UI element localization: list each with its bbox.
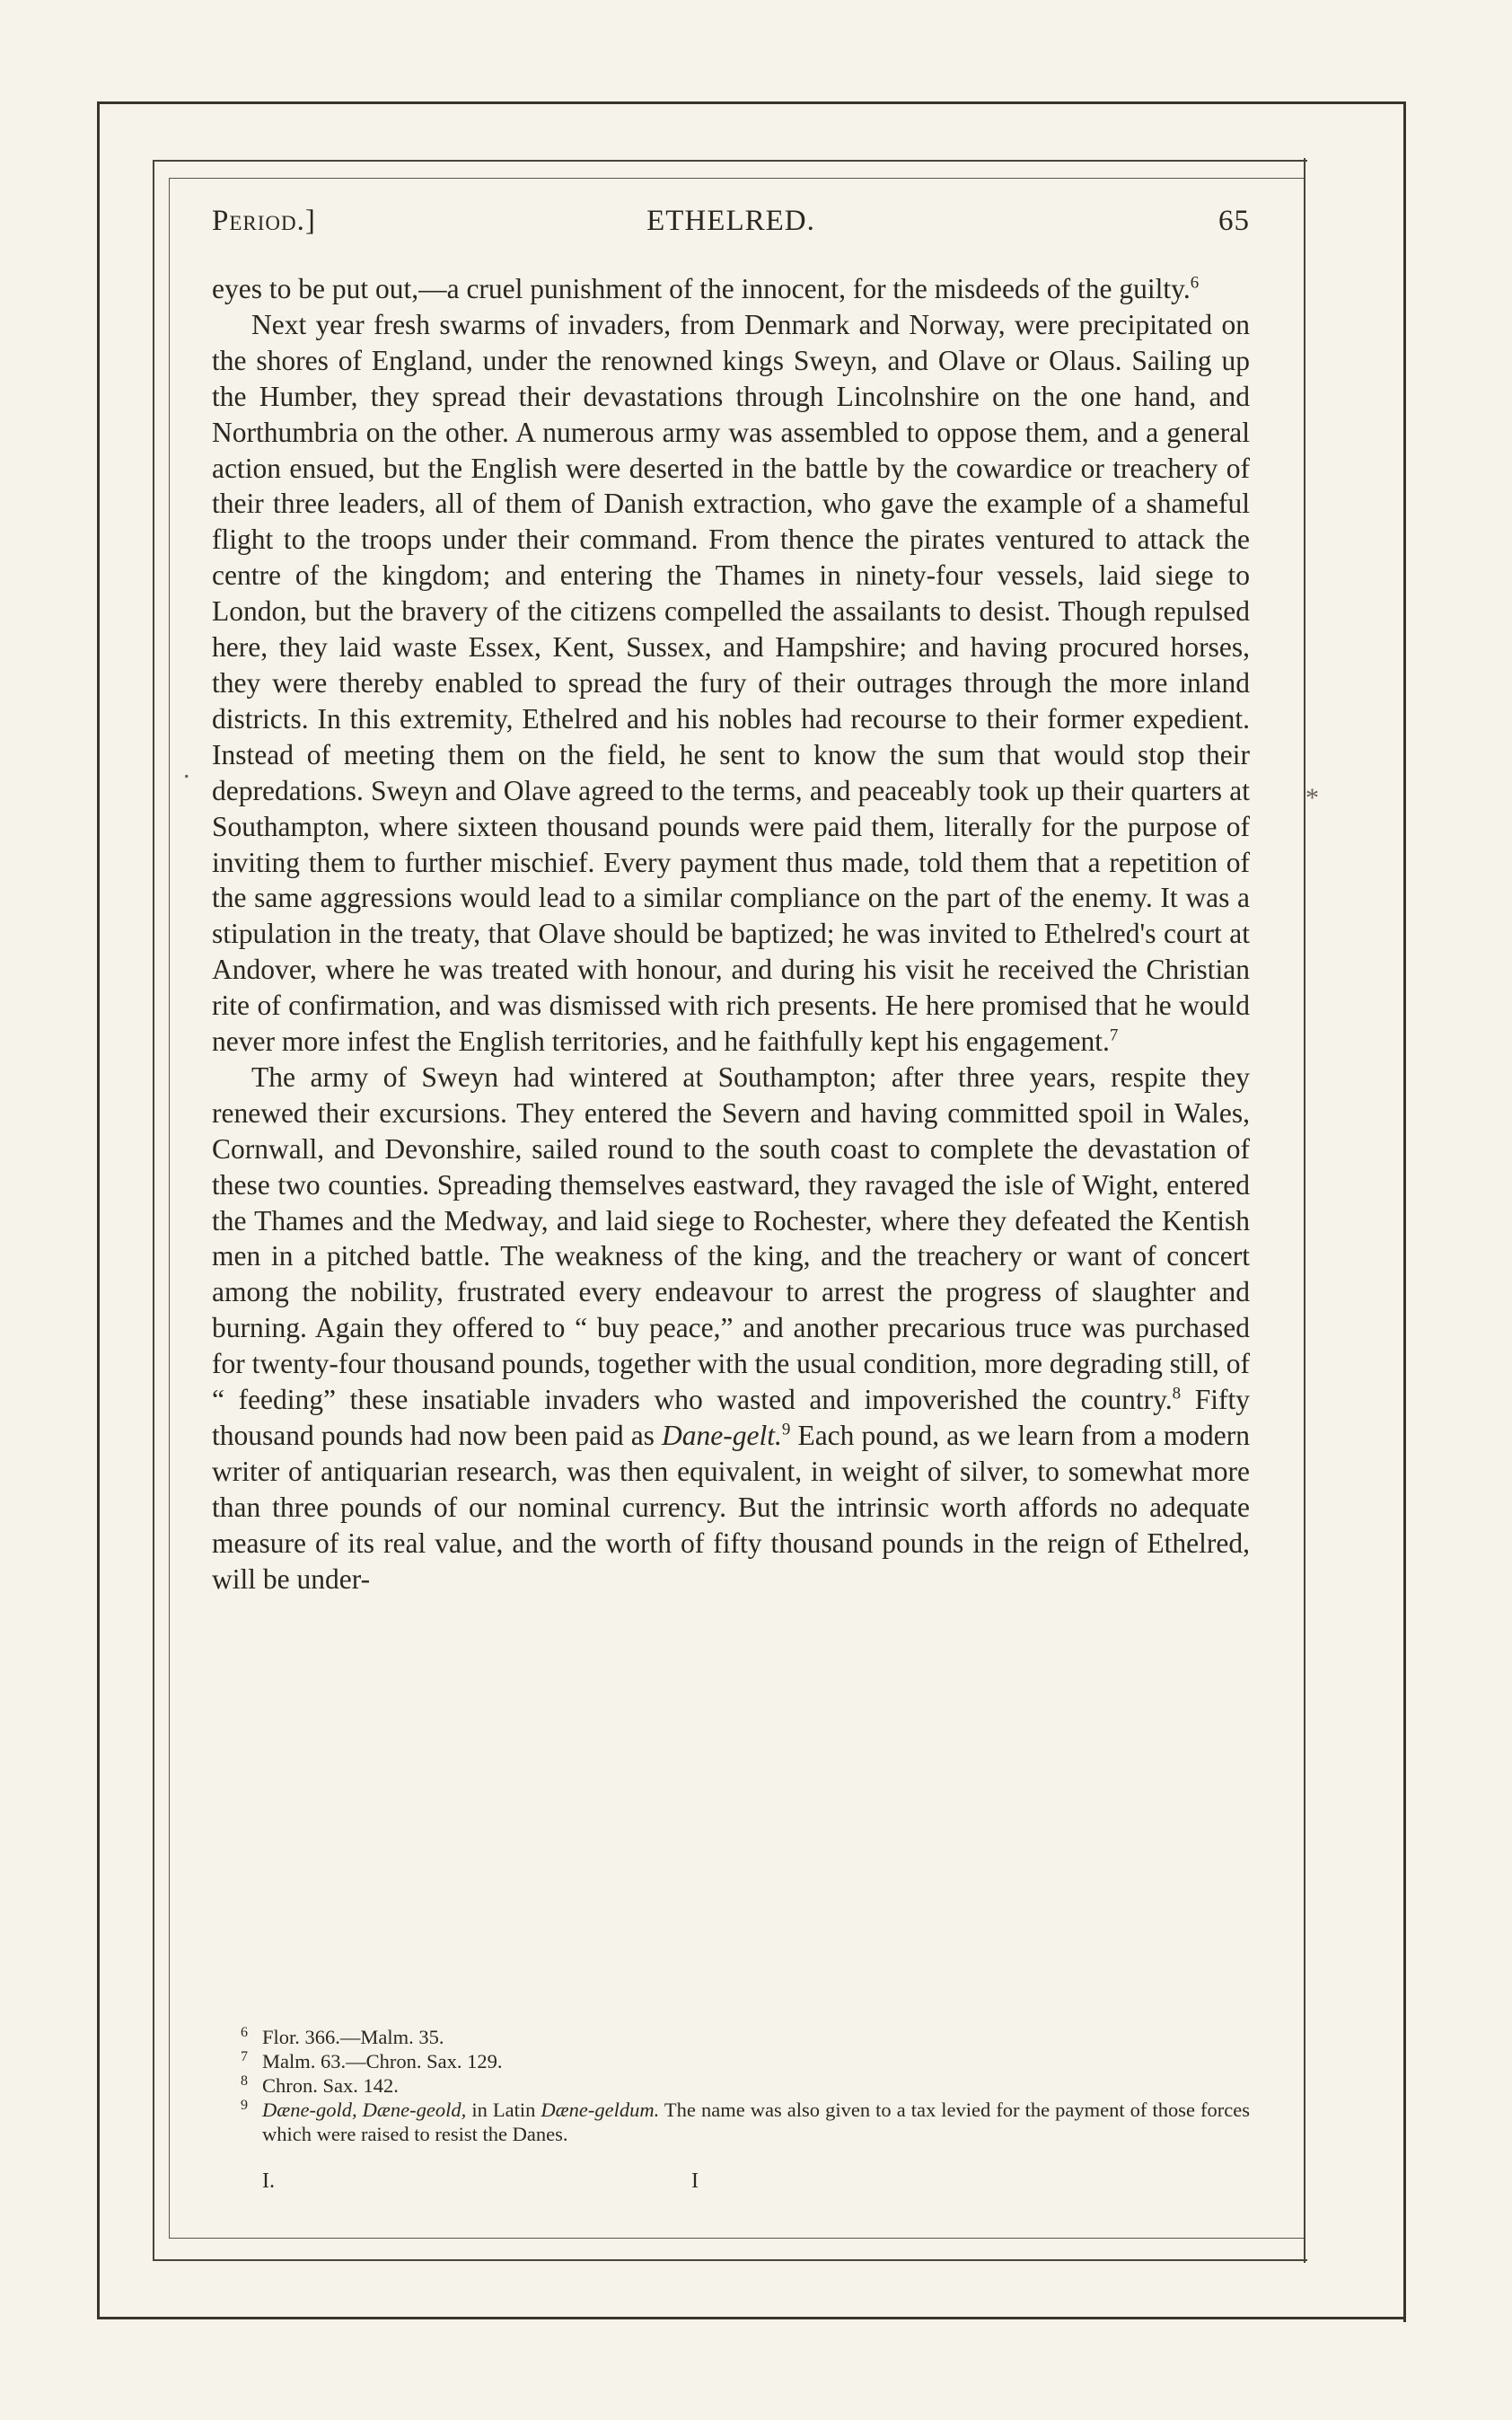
running-header	[212, 205, 1250, 248]
footnote: 9 Dæne-gold, Dæne-geold, in Latin Dæne-geldum. The name was also given to a tax levied for the payment of those forces which were raised to resist the Danes.	[241, 2097, 1250, 2145]
gathering-mark: I	[691, 2169, 699, 2193]
paragraph: The army of Sweyn had wintered at Southampton; after three years, respite they renewed their excursions. They entered the Severn and having committed spoil in Wales, Cornwall, and Devonshire, sailed round to the south coast to complete the devastation of these two counties. Spreading themselves eastward, they ravaged the isle of Wight, entered the Thames and the Medway, and laid siege to Rochester, where they defeated the Kentish men in a pitched battle. The weakness of the king, and the treachery or want of concert among the nobility, frustrated every endeavour to arrest the progress of slaughter and burning. Again they offered to “ buy peace,” and another precarious truce was purchased for twenty-four thousand pounds, together with the usual condition, more degrading still, of “ feeding” these insatiable invaders who wasted and impoverished the country.$^8$ Fifty thousand pounds had now been paid as Dane-gelt.$^9$ Each pound, as we learn from a modern writer of antiquarian research, was then equivalent, in weight of silver, to somewhat more than three pounds of our nominal currency. But the intrinsic worth affords no adequate measure of its real value, and the worth of fifty thousand pounds in the reign of Ethelred, will be under-	[212, 1060, 1251, 1595]
footnotes	[212, 2025, 1250, 2146]
footnote: 8 Chron. Sax. 142.	[241, 2072, 399, 2097]
volume-mark: I.	[262, 2169, 275, 2193]
footnote-ref: 6	[1190, 273, 1200, 293]
footnote-ref: 7	[1109, 1025, 1119, 1045]
emphasis: Dane-gelt.	[662, 1420, 782, 1451]
footnote: 7 Malm. 63.—Chron. Sax. 129.	[241, 2048, 503, 2072]
right-rule-outer	[1403, 101, 1406, 2322]
paragraph: Next year fresh swarms of invaders, from Denmark and Norway, were precipitated on the shores of England, under the renowned kings Sweyn, and Olave or Olaus. Sailing up the Humber, they spread their devastations through Lincolnshire on the one hand, and Northumbria on the other. A numerous army was assembled to oppose them, and a general action ensued, but the English were deserted in the battle by the cowardice or treachery of their three leaders, all of them of Danish extraction, who gave the example of a shameful flight to the troops under their command. From thence the pirates ventured to attack the centre of the kingdom; and entering the Thames in ninety-four vessels, laid siege to London, but the bravery of the citizens compelled the assailants to desist. Though repulsed here, they laid waste Essex, Kent, Sussex, and Hampshire; and having procured horses, they were thereby enabled to spread the fury of their outrages through the more inland districts. In this extremity, Ethelred and his nobles had recourse to their former expedient. Instead of meeting them on the field, he sent to know the sum that would stop their depredations. Sweyn and Olave agreed to the terms, and peaceably took up their quarters at Southampton, where sixteen thousand pounds were paid them, literally for the purpose of inviting them to further mischief. Every payment thus made, told them that a repetition of the same aggressions would lead to a similar compliance on the part of the enemy. It was a stipulation in the treaty, that Olave should be baptized; he was invited to Ethelred's court at Andover, where he was treated with honour, and during his visit he received the Christian rite of confirmation, and was dismissed with rich presents. He here promised that he would never more infest the English territories, and he faithfully kept his engagement.$^7$	[212, 308, 1250, 1058]
right-rule-inner	[1304, 158, 1305, 2263]
margin-mark-left: .	[183, 754, 190, 784]
footnote-ref: 8	[1172, 1384, 1182, 1404]
header-title: ETHELRED.	[646, 205, 815, 237]
header-section: Period.]	[212, 205, 316, 237]
body-text	[212, 271, 1250, 1597]
footnote: 6 Flor. 366.—Malm. 35.	[241, 2024, 444, 2048]
page-number: 65	[1218, 205, 1250, 237]
footnote-ref: 9	[781, 1420, 791, 1439]
margin-mark-right: *	[1305, 783, 1319, 813]
paragraph: eyes to be put out,—a cruel punishment of the innocent, for the misdeeds of the guilty.$^6$	[212, 273, 1200, 304]
